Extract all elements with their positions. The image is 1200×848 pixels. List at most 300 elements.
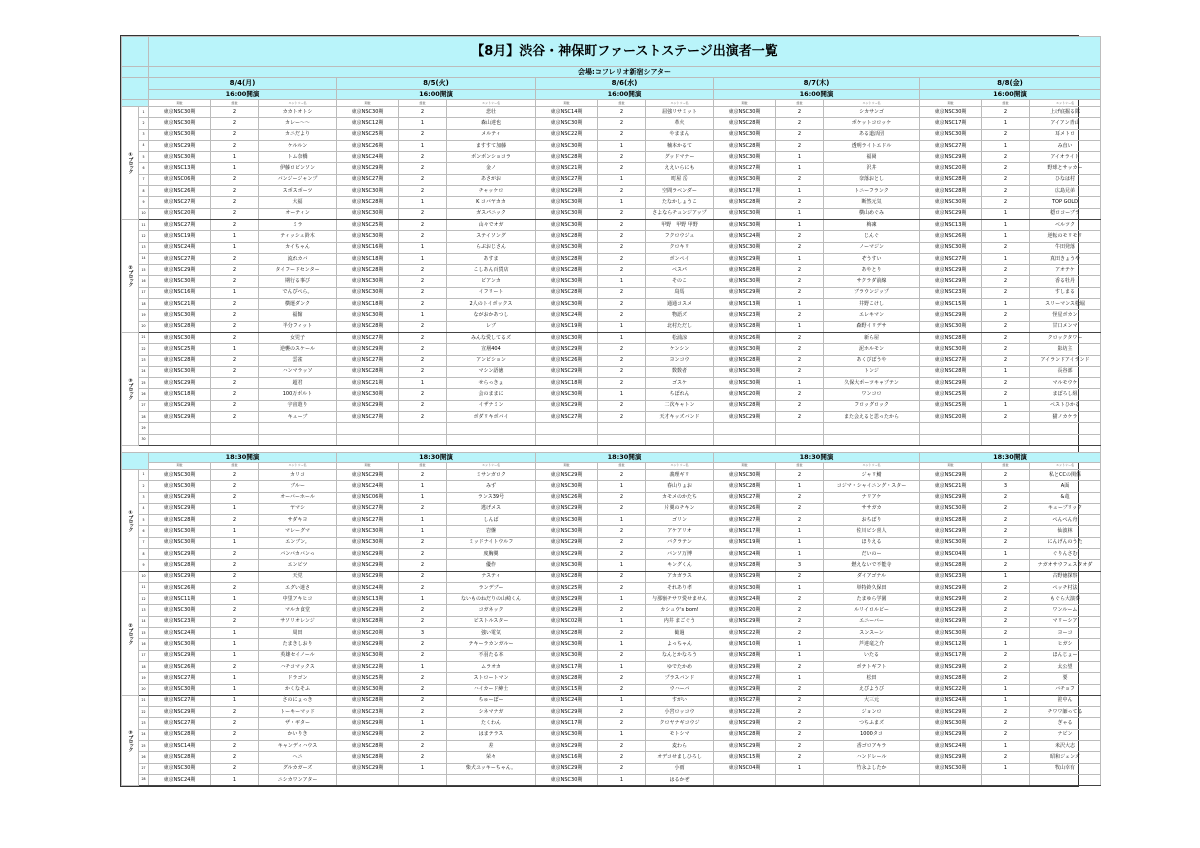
- row-number: 11: [139, 219, 149, 230]
- cell-members: 1: [982, 400, 1030, 411]
- cell-group: 東京NSC06期: [337, 492, 399, 503]
- cell-entry: 昭和ジェンズ: [1030, 752, 1101, 763]
- cell-group: 東京NSC27期: [337, 174, 399, 185]
- cell-entry: 町屋 岳: [646, 174, 714, 185]
- cell-members: 2: [982, 515, 1030, 526]
- cell-entry: えぴようび: [824, 684, 920, 695]
- cell-entry: 不羽たる本: [447, 650, 536, 661]
- cell-group: 東京NSC30期: [920, 321, 982, 332]
- cell-members: 2: [598, 582, 646, 593]
- cell-members: 2: [211, 265, 259, 276]
- table-row: [122, 310, 1101, 321]
- cell-group: 東京NSC30期: [920, 503, 982, 514]
- cell-group: 東京NSC21期: [536, 163, 598, 174]
- cell-members: 2: [776, 707, 824, 718]
- colh-group: 期数: [714, 100, 776, 107]
- cell-entry: 度胸翼: [447, 548, 536, 559]
- row-number: 3: [139, 129, 149, 140]
- cell-group: 東京NSC30期: [149, 129, 211, 140]
- colh-members: 組数: [982, 462, 1030, 469]
- row-number: 13: [139, 242, 149, 253]
- cell-group: 東京NSC28期: [149, 355, 211, 366]
- cell-members: 2: [399, 299, 447, 310]
- cell-entry: 怪星ボカン: [1030, 310, 1101, 321]
- cell-entry: ヤマシ: [259, 503, 337, 514]
- cell-group: 東京NSC29期: [920, 661, 982, 672]
- cell-members: 2: [211, 548, 259, 559]
- cell-members: 2: [211, 763, 259, 774]
- table-row: [122, 560, 1101, 571]
- cell-entry: バクラテン: [646, 537, 714, 548]
- cell-group: 東京NSC28期: [337, 741, 399, 752]
- cell-entry: ペッチ村法: [1030, 582, 1101, 593]
- colh-entry: エントリー名: [447, 462, 536, 469]
- cell-entry: サソリオレンジ: [259, 616, 337, 627]
- cell-members: 2: [211, 355, 259, 366]
- cell-members: 2: [598, 741, 646, 752]
- cell-entry: ジョンロ: [824, 707, 920, 718]
- cell-entry: 悲壮: [447, 107, 536, 118]
- cell-entry: ヨーコ: [1030, 628, 1101, 639]
- cell-group: 東京NSC25期: [536, 582, 598, 593]
- cell-group: 東京NSC26期: [149, 661, 211, 672]
- cell-members: 1: [399, 492, 447, 503]
- row-number: 30: [139, 434, 149, 445]
- cell-group: 東京NSC30期: [714, 242, 776, 253]
- cell-group: 東京NSC30期: [536, 526, 598, 537]
- cell-entry: 荣々: [447, 752, 536, 763]
- cell-group: 東京NSC29期: [536, 741, 598, 752]
- cell-entry: み直い: [1030, 140, 1101, 151]
- cell-entry: ルリイロルビー: [824, 605, 920, 616]
- cell-entry: ペスパ: [646, 265, 714, 276]
- cell-group: 東京NSC30期: [149, 107, 211, 118]
- table-row: [122, 469, 1101, 480]
- cell-members: 2: [598, 628, 646, 639]
- cell-entry: ナリアケ: [824, 492, 920, 503]
- cell-entry: キャンディハウス: [259, 741, 337, 752]
- cell-group: 東京NSC30期: [337, 684, 399, 695]
- cell-members: 2: [776, 695, 824, 706]
- cell-group: 東京NSC30期: [536, 276, 598, 287]
- cell-group: 東京NSC29期: [714, 718, 776, 729]
- cell-group: 東京NSC28期: [536, 287, 598, 298]
- cell-group: [536, 434, 598, 445]
- cell-members: 1: [598, 774, 646, 785]
- cell-members: 2: [399, 276, 447, 287]
- cell-members: 1: [776, 152, 824, 163]
- cell-members: [598, 423, 646, 434]
- row-number: 8: [139, 186, 149, 197]
- cell-entry: 森山達也: [447, 118, 536, 129]
- block-label: ③ブロック: [122, 332, 139, 445]
- cell-members: 2: [776, 140, 824, 151]
- cell-members: 1: [399, 481, 447, 492]
- cell-group: 東京NSC30期: [337, 186, 399, 197]
- cell-members: 1: [598, 515, 646, 526]
- cell-members: 2: [598, 129, 646, 140]
- row-number: 26: [139, 389, 149, 400]
- table-row: [122, 412, 1101, 423]
- cell-members: 1: [211, 163, 259, 174]
- cell-members: 2: [598, 673, 646, 684]
- cell-members: 2: [982, 332, 1030, 343]
- cell-members: 1: [982, 231, 1030, 242]
- cell-group: 東京NSC23期: [337, 707, 399, 718]
- cell-group: 東京NSC26期: [149, 186, 211, 197]
- row-number: 18: [139, 299, 149, 310]
- cell-entry: クロヤナギコウジ: [646, 718, 714, 729]
- cell-group: 東京NSC14期: [149, 741, 211, 752]
- cell-entry: アンピション: [447, 355, 536, 366]
- cell-members: 1: [399, 242, 447, 253]
- cell-entry: アカガラス: [646, 571, 714, 582]
- cell-group: 東京NSC29期: [149, 378, 211, 389]
- table-row: [122, 265, 1101, 276]
- colh-entry: エントリー名: [824, 100, 920, 107]
- cell-members: 2: [211, 321, 259, 332]
- cell-group: 東京NSC29期: [149, 412, 211, 423]
- cell-group: 東京NSC24期: [920, 741, 982, 752]
- cell-members: 1: [776, 763, 824, 774]
- cell-members: 1: [776, 299, 824, 310]
- cell-members: 2: [776, 503, 824, 514]
- cell-group: 東京NSC29期: [714, 571, 776, 582]
- row-number: 3: [139, 492, 149, 503]
- cell-group: 東京NSC29期: [714, 287, 776, 298]
- cell-members: 1: [776, 673, 824, 684]
- cell-entry: キューブリック: [1030, 503, 1101, 514]
- cell-entry: ゴリン: [646, 515, 714, 526]
- cell-members: 2: [399, 571, 447, 582]
- cell-members: 2: [211, 208, 259, 219]
- cell-members: 2: [399, 287, 447, 298]
- block-label: ②ブロック: [122, 219, 139, 332]
- cell-group: 東京NSC29期: [920, 378, 982, 389]
- cell-group: 東京NSC30期: [920, 344, 982, 355]
- row-number: 13: [139, 605, 149, 616]
- table-row: [122, 332, 1101, 343]
- cell-group: 東京NSC29期: [920, 492, 982, 503]
- cell-entry: ナビン: [1030, 729, 1101, 740]
- cell-group: 東京NSC30期: [149, 537, 211, 548]
- cell-members: 2: [982, 186, 1030, 197]
- cell-members: [399, 774, 447, 785]
- cell-entry: 2人のトイボックス: [447, 299, 536, 310]
- row-number: 2: [139, 481, 149, 492]
- cell-members: 2: [211, 299, 259, 310]
- cell-group: 東京NSC29期: [536, 763, 598, 774]
- cell-members: 2: [598, 163, 646, 174]
- date-header: 8/8(金): [920, 78, 1101, 90]
- cell-entry: スポスポーツ: [259, 186, 337, 197]
- cell-entry: ボンペイ: [646, 253, 714, 264]
- cell-members: 2: [211, 412, 259, 423]
- cell-members: 2: [399, 707, 447, 718]
- cell-members: 1: [776, 639, 824, 650]
- cell-members: 2: [982, 310, 1030, 321]
- colh-entry: エントリー名: [824, 462, 920, 469]
- row-number: 9: [139, 197, 149, 208]
- cell-members: 2: [598, 253, 646, 264]
- cell-group: [337, 774, 399, 785]
- cell-entry: 天党: [259, 571, 337, 582]
- cell-group: 東京NSC30期: [536, 639, 598, 650]
- cell-group: 東京NSC30期: [149, 763, 211, 774]
- cell-entry: [646, 434, 714, 445]
- cell-group: 東京NSC22期: [920, 684, 982, 695]
- cell-group: 東京NSC04期: [920, 548, 982, 559]
- cell-members: 2: [598, 107, 646, 118]
- cell-group: 東京NSC02期: [536, 616, 598, 627]
- cell-entry: ますすて加藤: [447, 140, 536, 151]
- cell-entry: バチョフ: [1030, 684, 1101, 695]
- cell-entry: バンジージャンプ: [259, 174, 337, 185]
- cell-group: [149, 423, 211, 434]
- cell-members: 2: [399, 332, 447, 343]
- table-row: [122, 163, 1101, 174]
- colh-members: 組数: [982, 100, 1030, 107]
- date-header: 8/4(月): [149, 78, 337, 90]
- cell-group: 東京NSC25期: [920, 389, 982, 400]
- row-number: 23: [139, 718, 149, 729]
- cell-members: 2: [982, 503, 1030, 514]
- cell-group: 東京NSC29期: [920, 729, 982, 740]
- cell-entry: 山々でオガ: [447, 219, 536, 230]
- cell-entry: ペストひかる: [1030, 400, 1101, 411]
- cell-members: 2: [399, 582, 447, 593]
- table-row: [122, 707, 1101, 718]
- cell-members: 2: [598, 242, 646, 253]
- table-row: [122, 628, 1101, 639]
- cell-entry: 中里アキヒコ: [259, 594, 337, 605]
- column-header-row: [122, 462, 1101, 469]
- cell-members: 1: [776, 582, 824, 593]
- cell-group: 東京NSC25期: [920, 400, 982, 411]
- cell-entry: 久保大ポーツキャプテン: [824, 378, 920, 389]
- cell-entry: ぞうすい: [824, 253, 920, 264]
- cell-entry: シネマナガ: [447, 707, 536, 718]
- cell-group: 東京NSC29期: [920, 208, 982, 219]
- cell-entry: 女児子: [259, 332, 337, 343]
- cell-members: 2: [982, 537, 1030, 548]
- cell-group: 東京NSC27期: [149, 695, 211, 706]
- cell-entry: ベルツク: [1030, 219, 1101, 230]
- cell-members: 2: [399, 174, 447, 185]
- cell-entry: ポテトギフト: [824, 661, 920, 672]
- cell-entry: モトシマ: [646, 729, 714, 740]
- cell-members: 1: [211, 152, 259, 163]
- show-time: 18:30開演: [536, 452, 714, 462]
- cell-members: 2: [211, 107, 259, 118]
- cell-members: 2: [399, 503, 447, 514]
- cell-group: 東京NSC30期: [149, 481, 211, 492]
- cell-group: 東京NSC28期: [149, 321, 211, 332]
- cell-entry: さのにょっき: [259, 695, 337, 706]
- cell-members: 2: [211, 400, 259, 411]
- cell-members: 2: [211, 469, 259, 480]
- block-label: ③ブロック: [122, 695, 139, 785]
- cell-members: 2: [598, 650, 646, 661]
- cell-members: 2: [776, 366, 824, 377]
- cell-group: 東京NSC28期: [337, 321, 399, 332]
- row-number: 26: [139, 752, 149, 763]
- table-row: [122, 537, 1101, 548]
- cell-entry: 耳メトロ: [1030, 129, 1101, 140]
- cell-group: 東京NSC29期: [149, 503, 211, 514]
- show-time: 16:00開演: [920, 90, 1101, 100]
- cell-members: 1: [982, 140, 1030, 151]
- cell-entry: ワンコロ: [824, 389, 920, 400]
- cell-entry: 麦わら: [646, 741, 714, 752]
- cell-members: 2: [211, 605, 259, 616]
- cell-entry: ガスパニック: [447, 208, 536, 219]
- cell-group: 東京NSC19期: [714, 537, 776, 548]
- cell-members: 2: [211, 389, 259, 400]
- cell-entry: ハンドレール: [824, 752, 920, 763]
- cell-members: 2: [982, 729, 1030, 740]
- cell-members: 2: [982, 355, 1030, 366]
- cell-entry: 芦達竜之介: [824, 639, 920, 650]
- cell-group: 東京NSC29期: [337, 729, 399, 740]
- cell-group: 東京NSC30期: [920, 242, 982, 253]
- cell-group: 東京NSC29期: [149, 400, 211, 411]
- cell-entry: ぺんぺん舟: [1030, 515, 1101, 526]
- cell-group: 東京NSC29期: [920, 752, 982, 763]
- cell-group: 東京NSC11期: [149, 594, 211, 605]
- cell-entry: 大三元: [824, 695, 920, 706]
- cell-entry: ヨンコウ: [646, 355, 714, 366]
- row-number: 12: [139, 231, 149, 242]
- cell-members: 2: [982, 265, 1030, 276]
- row-number: 2: [139, 118, 149, 129]
- cell-entry: ゆでたかめ: [646, 661, 714, 672]
- cell-group: 東京NSC30期: [714, 582, 776, 593]
- cell-members: 2: [776, 594, 824, 605]
- cell-members: 2: [598, 344, 646, 355]
- cell-group: 東京NSC28期: [536, 253, 598, 264]
- row-number: 7: [139, 537, 149, 548]
- cell-members: 2: [211, 332, 259, 343]
- cell-members: 1: [982, 548, 1030, 559]
- cell-group: 東京NSC20期: [714, 389, 776, 400]
- cell-members: 1: [982, 763, 1030, 774]
- cell-members: 2: [399, 741, 447, 752]
- cell-entry: いたる: [824, 650, 920, 661]
- cell-members: 2: [598, 265, 646, 276]
- cell-members: 2: [776, 118, 824, 129]
- cell-entry: 仙波林: [1030, 526, 1101, 537]
- cell-group: 東京NSC30期: [337, 389, 399, 400]
- table-row: [122, 174, 1101, 185]
- cell-group: 東京NSC29期: [536, 469, 598, 480]
- cell-group: 東京NSC30期: [536, 299, 598, 310]
- cell-members: 1: [776, 537, 824, 548]
- cell-members: 2: [211, 492, 259, 503]
- cell-members: 2: [598, 718, 646, 729]
- table-row: [122, 140, 1101, 151]
- cell-entry: 楠本かるて: [646, 140, 714, 151]
- cell-group: 東京NSC24期: [920, 695, 982, 706]
- cell-entry: 勧過: [646, 628, 714, 639]
- cell-members: 2: [399, 469, 447, 480]
- cell-entry: 天才キッズバンド: [646, 412, 714, 423]
- cell-group: 東京NSC29期: [337, 571, 399, 582]
- cell-members: 2: [982, 412, 1030, 423]
- cell-group: 東京NSC27期: [714, 515, 776, 526]
- cell-members: 2: [598, 366, 646, 377]
- cell-members: 1: [598, 276, 646, 287]
- cell-members: 2: [982, 287, 1030, 298]
- cell-entry: トニーフランク: [824, 186, 920, 197]
- cell-entry: しんば: [447, 515, 536, 526]
- cell-members: 1: [776, 548, 824, 559]
- cell-entry: 差: [447, 741, 536, 752]
- cell-group: 東京NSC29期: [920, 707, 982, 718]
- cell-group: 東京NSC14期: [536, 107, 598, 118]
- cell-entry: ハンマラッソ: [259, 366, 337, 377]
- cell-group: 東京NSC24期: [714, 548, 776, 559]
- colh-members: 組数: [598, 100, 646, 107]
- cell-members: 1: [211, 628, 259, 639]
- cell-entry: たなかしょうこ: [646, 197, 714, 208]
- cell-group: 東京NSC12期: [920, 639, 982, 650]
- cell-group: 東京NSC30期: [920, 763, 982, 774]
- table-row: [122, 321, 1101, 332]
- cell-group: 東京NSC28期: [337, 695, 399, 706]
- cell-group: 東京NSC24期: [714, 231, 776, 242]
- cell-entry: ランス39号: [447, 492, 536, 503]
- cell-group: 東京NSC30期: [149, 526, 211, 537]
- row-number: 1: [139, 469, 149, 480]
- cell-group: 東京NSC28期: [337, 265, 399, 276]
- cell-members: 2: [598, 378, 646, 389]
- cell-members: [776, 434, 824, 445]
- cell-entry: K コバヤカカ: [447, 197, 536, 208]
- cell-group: 東京NSC15期: [714, 752, 776, 763]
- cell-group: 東京NSC17期: [714, 526, 776, 537]
- cell-entry: ぐりんさむ: [1030, 548, 1101, 559]
- cell-group: 東京NSC28期: [149, 729, 211, 740]
- cell-entry: もぐら大演奏: [1030, 594, 1101, 605]
- cell-members: 1: [982, 695, 1030, 706]
- cell-members: [399, 434, 447, 445]
- cell-members: 1: [598, 695, 646, 706]
- cell-entry: じんぐ: [824, 231, 920, 242]
- cell-group: 東京NSC27期: [149, 197, 211, 208]
- cell-entry: かいりき: [259, 729, 337, 740]
- cell-members: 1: [399, 197, 447, 208]
- cell-entry: ミラ: [259, 219, 337, 230]
- cell-entry: [646, 423, 714, 434]
- cell-members: 1: [982, 684, 1030, 695]
- row-number: 17: [139, 650, 149, 661]
- colh-group: 期数: [536, 100, 598, 107]
- cell-entry: ブルー: [259, 481, 337, 492]
- cell-group: 東京NSC29期: [920, 310, 982, 321]
- cell-entry: ヘニ: [259, 752, 337, 763]
- cell-members: 2: [211, 741, 259, 752]
- row-number: 15: [139, 265, 149, 276]
- cell-members: 2: [776, 242, 824, 253]
- cell-members: 2: [211, 481, 259, 492]
- cell-group: 東京NSC30期: [149, 469, 211, 480]
- row-number: 6: [139, 163, 149, 174]
- row-number: 20: [139, 321, 149, 332]
- cell-members: 2: [598, 605, 646, 616]
- date-header: 8/7(木): [714, 78, 920, 90]
- cell-members: 1: [598, 140, 646, 151]
